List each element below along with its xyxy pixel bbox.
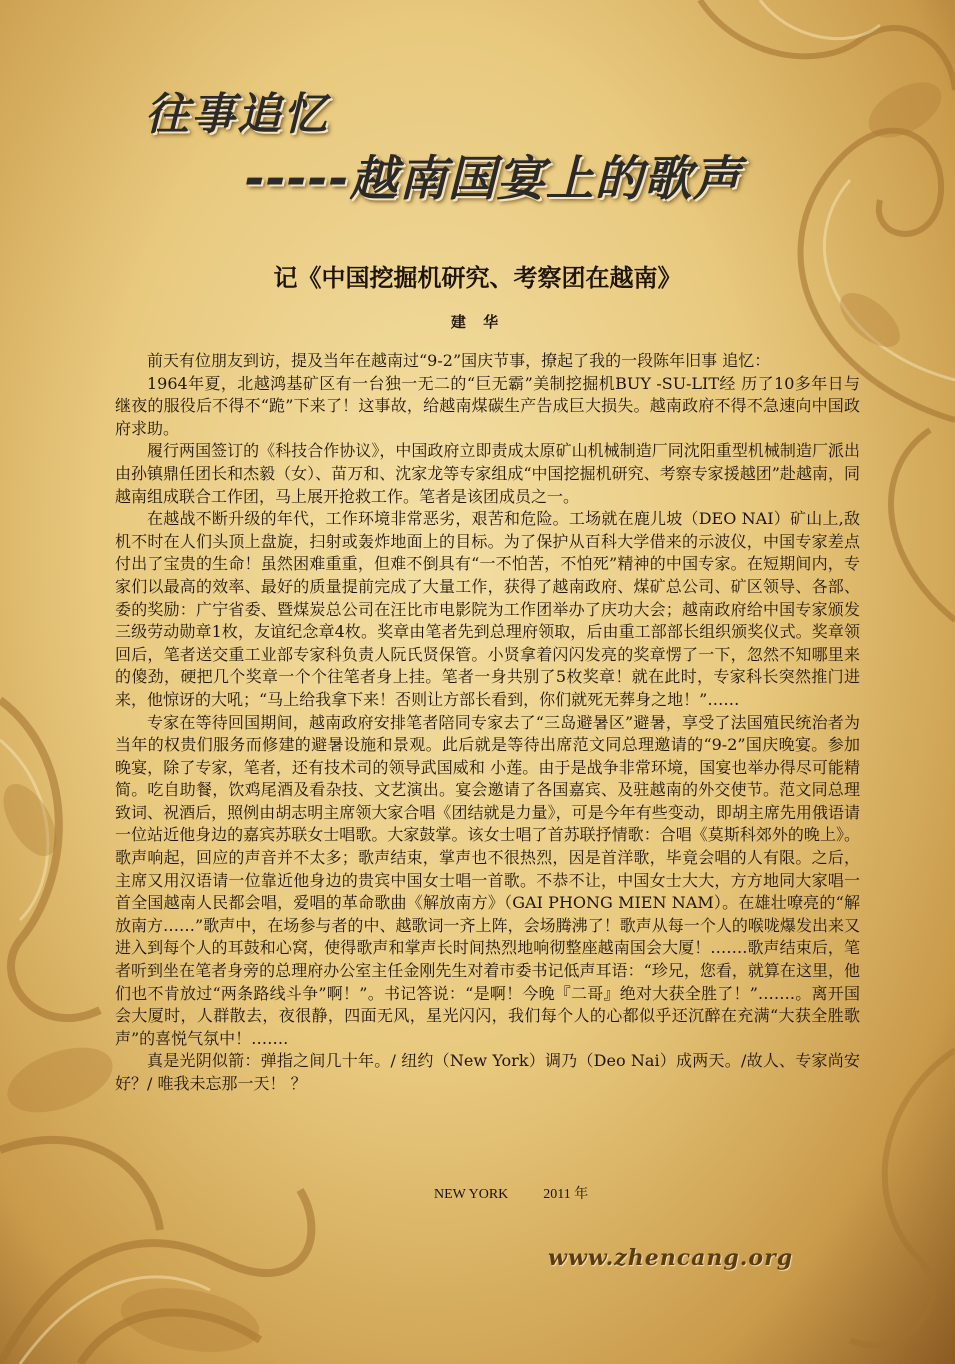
paragraph: 在越战不断升级的年代，工作环境非常恶劣，艰苦和危险。工场就在鹿儿坡（DEO NAI）矿山上,敌机不时在人们头顶上盘旋，扫射或轰炸地面上的目标。为了保护从百科大学借来的示波仪，中国专家差点付出了宝贵的生命！虽然困难重重，但难不倒具有“一不怕苦，不怕死”精神的中国专家。在短期间内，专家们以最高的效率、最好的质量提前完成了大量工作，获得了越南政府、煤矿总公司、矿区领导、各部、委的奖励：广宁省委、暨煤炭总公司在汪比市电影院为工作团举办了庆功大会；越南政府给中国专家颁发三级劳动勋章1枚，友谊纪念章4枚。奖章由笔者先到总理府领取，后由重工部部长组织颁奖仪式。奖章领回后，笔者送交重工业部专家科负责人阮氏贤保管。小贤拿着闪闪发亮的奖章愣了一下，忽然不知哪里来的傻劲，硬把几个奖章一个个往笔者身上挂。笔者一身共别了5枚奖章！就在此时，专家科长突然推门进来，他惊讶的大吼；“马上给我拿下来！否则让方部长看到，你们就死无葬身之地！”…… (115, 509, 860, 709)
paragraph: 真是光阴似箭：弹指之间几十年。/ 纽约（New York）调乃（Deo Nai）成两天。/故人、专家尚安好？/ 唯我未忘那一天！ ？ (115, 1051, 860, 1093)
paragraph: 专家在等待回国期间，越南政府安排笔者陪同专家去了“三岛避暑区”避暑，享受了法国殖民统治者为当年的权贵们服务而修建的避暑设施和景观。此后就是等待出席范文同总理邀请的“9-2”国庆晚宴。参加晚宴，除了专家，笔者，还有技术司的领导武国威和 小莲。由于是战争非常环境，国宴也举办得尽可能精简。吃自助餐，饮鸡尾酒及看杂技、文艺演出。宴会邀请了各国嘉宾、及驻越南的外交使节。范文同总理致词、祝酒后，照例由胡志明主席领大家合唱《团结就是力量》，可是今年有些变动，即胡主席先用俄语请一位站近他身边的嘉宾苏联女士唱歌。大家鼓掌。该女士唱了首苏联抒情歌：合唱《莫斯科郊外的晚上》。歌声响起，回应的声音并不太多；歌声结束，掌声也不很热烈，因是首洋歌，毕竟会唱的人有限。之后，主席又用汉语请一位靠近他身边的贵宾中国女士唱一首歌。不恭不让，中国女士大大，方方地同大家唱一首全国越南人民都会唱，爱唱的革命歌曲《解放南方》（GAI PHONG MIEN NAM）。在雄壮嘹亮的“解 放南方……”歌声中，在场参与者的中、越歌词一齐上阵，会场腾沸了！歌声从每一个人的喉咙爆发出来又进入到每个人的耳鼓和心窝，使得歌声和掌声长时间热烈地响彻整座越南国会大厦！…….歌声结束后，笔者听到坐在笔者身旁的总理府办公室主任金刚先生对着市委书记低声耳语：“珍兄，您看，就算在这里，他们也不肯放过“两条路线斗争”啊！”。书记答说：“是啊！今晚『二哥』绝对大获全胜了！”…….。离开国会大厦时，人群散去，夜很静，四面无风，星光闪闪，我们每个人的心都似乎还沉醉在充满“大获全胜歌声”的喜悦气氛中！……. (115, 712, 860, 1048)
paragraph: 履行两国签订的《科技合作协议》，中国政府立即责成太原矿山机械制造厂同沈阳重型机械制造厂派出由孙镇鼎任团长和杰毅（女）、苗万和、沈家龙等专家组成“中国挖掘机研究、考察专家援越团”赴越南，同越南组成联合工作团，马上展开抢救工作。笔者是该团成员之一。 (115, 441, 860, 506)
title-line-2: -----越南国宴上的歌声 (245, 151, 742, 207)
author-name: 建 华 (450, 313, 505, 331)
signature-line: NEW YORK 2011 年 (434, 1187, 589, 1202)
article-body (115, 350, 860, 1096)
article-subtitle: 记《中国挖掘机研究、考察团在越南》 (273, 264, 682, 292)
paragraph: 1964年夏，北越鸿基矿区有一台独一无二的“巨无霸”美制挖掘机BUY -SU-LIT经 历了10多年日与继夜的服役后不得不“跪”下来了！这事故，给越南煤碳生产告成巨大损失。越南政府不得不急速向中国政府求助。 (115, 373, 860, 438)
title-line-1: 往事追忆 (145, 89, 329, 140)
paragraph: 前天有位朋友到访，提及当年在越南过“9-2”国庆节事，撩起了我的一段陈年旧事 追忆： (147, 351, 771, 370)
website-watermark: www.zhencang.org (548, 1245, 794, 1271)
